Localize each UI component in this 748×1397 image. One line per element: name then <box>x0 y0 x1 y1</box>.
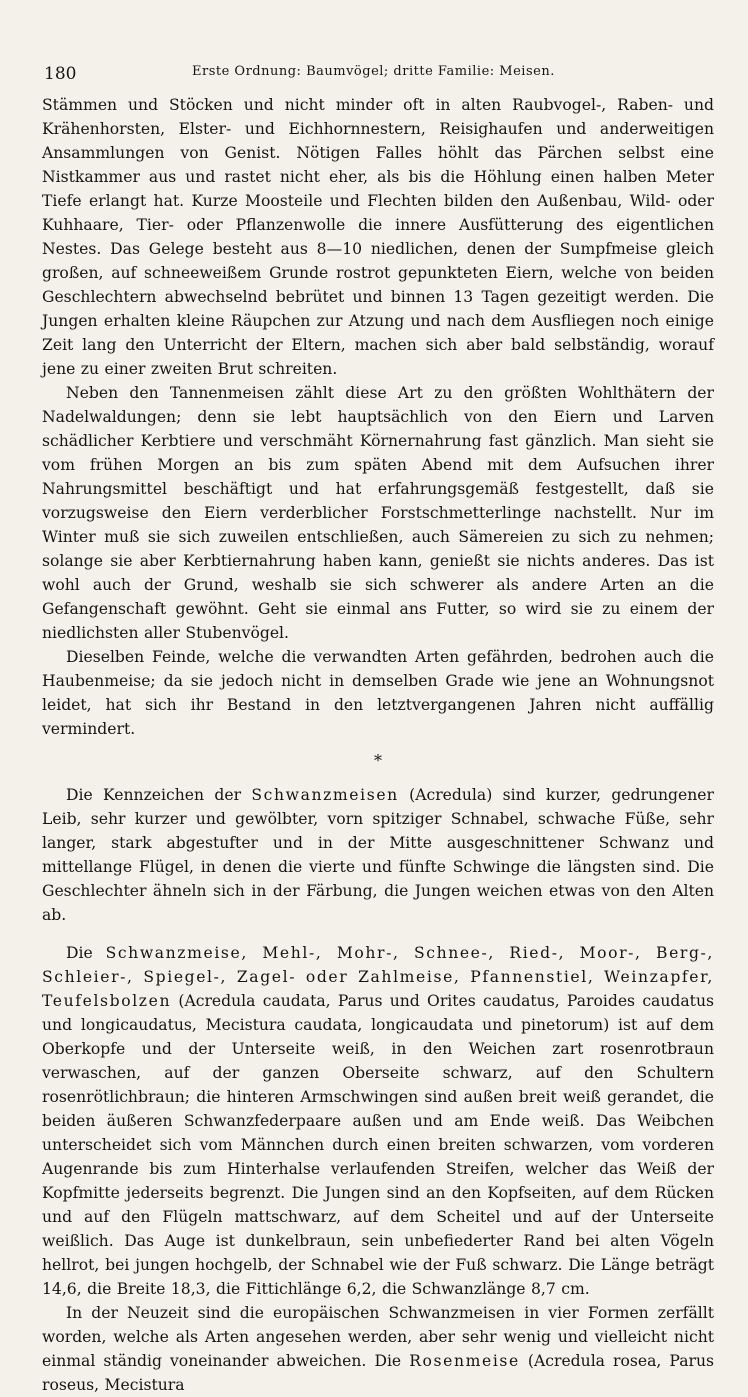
paragraph-genus-description: Die Kennzeichen der Schwanzmeisen (Acredula) sind kurzer, gedrungener Leib, sehr kurzer und gewölbter, vorn spitziger Schnabel, schwache Füße, sehr langer, stark abgestufter und in der Mitte ausgeschnittener Schwanz und mittellange Flügel, in denen die vierte und fünfte Schwinge die längsten sind. Die Geschlechter ähneln sich in der Färbung, die Jungen weichen etwas von den Alten ab. <box>42 786 714 924</box>
page-header <box>42 62 710 86</box>
page-number: 180 <box>44 64 77 84</box>
spaced-term: Schwanzmeisen <box>251 786 399 804</box>
paragraph-forms: In der Neuzeit sind die europäischen Schwanzmeisen in vier Formen zerfällt worden, welche als Arten angesehen werden, aber sehr wenig und vielleicht nicht einmal ständig voneinander abweichen. Die Rosenmeise (Acredula rosea, Parus roseus, Mecistura <box>42 1304 714 1394</box>
paragraph-ecology: Neben den Tannenmeisen zählt diese Art zu den größten Wohlthätern der Nadelwaldungen; denn sie lebt hauptsächlich von den Eiern und Larven schädlicher Kerbtiere und verschmäht Körnernahrung fast gänzlich. Man sieht sie vom frühen Morgen an bis zum späten Abend mit dem Aufsuchen ihrer Nahrungsmittel beschäftigt und hat erfahrungsgemäß festgestellt, daß sie vorzugsweise den Eiern verderblicher Forstschmetterlinge nachstellt. Nur im Winter muß sie sich zuweilen entschließen, auch Sämereien zu sich zu nehmen; solange sie aber Kerbtiernahrung haben kann, genießt sie nichts anderes. Das ist wohl auch der Grund, weshalb sie sich schwerer als andere Arten an die Gefangenschaft gewöhnt. Geht sie einmal ans Futter, so wird sie zu einem der niedlichsten aller Stubenvögel. <box>42 384 714 642</box>
paragraph-species-description: Die Schwanzmeise, Mehl-, Mohr-, Schnee-, Ried-, Moor-, Berg-, Schleier-, Spiegel-, Zagel- oder Zahlmeise, Pfannenstiel, Weinzapfer, Teufelsbolzen (Acredula caudata, Parus und Orites caudatus, Paroides caudatus und longicaudatus, Mecistura caudata, longicaudata und pinetorum) ist auf dem Oberkopfe und der Unterseite weiß, in den Weichen zart rosenrotbraun verwaschen, auf der ganzen Oberseite schwarz, auf den Schultern rosenrötlichbraun; die hinteren Armschwingen sind außen breit weiß gerandet, die beiden äußeren Schwanzfederpaare außen und am Ende weiß. Das Weibchen unterscheidet sich vom Männchen durch einen breiten schwarzen, vom vorderen Augenrande bis zum Hinterhalse verlaufenden Streifen, welcher das Weiß der Kopfmitte jederseits begrenzt. Die Jungen sind an den Kopfseiten, auf dem Rücken und auf den Flügeln mattschwarz, auf dem Scheitel und auf der Unterseite weißlich. Das Auge ist dunkelbraun, sein unbefiederter Rand bei alten Vögeln hellrot, bei jungen hochgelb, der Schnabel wie der Fuß schwarz. Die Länge beträgt 14,6, die Breite 18,3, die Fittichlänge 6,2, die Schwanzlänge 8,7 cm. <box>42 944 714 1298</box>
spaced-term: Rosenmeise <box>409 1352 520 1370</box>
section-separator: * <box>374 751 382 770</box>
running-head: Erste Ordnung: Baumvögel; dritte Familie: Meisen. <box>192 64 555 79</box>
paragraph-continuation: Stämmen und Stöcken und nicht minder oft in alten Raubvogel-, Raben- und Krähenhorsten, Elster- und Eichhornnestern, Reisighaufen und anderweitigen Ansammlungen von Genist. Nötigen Falles höhlt das Pärchen selbst eine Nistkammer aus und rastet nicht eher, als bis die Höhlung einen halben Meter Tiefe erlangt hat. Kurze Moosteile und Flechten bilden den Außenbau, Wild- oder Kuhhaare, Tier- oder Pflanzenwolle die innere Ausfütterung des eigentlichen Nestes. Das Gelege besteht aus 8—10 niedlichen, denen der Sumpfmeise gleich großen, auf schneeweißem Grunde rostrot gepunkteten Eiern, welche von beiden Geschlechtern abwechselnd bebrütet und binnen 13 Tagen gezeitigt werden. Die Jungen erhalten kleine Räupchen zur Atzung und nach dem Ausfliegen noch einige Zeit lang den Unterricht der Eltern, machen sich aber bald selbständig, worauf jene zu einer zweiten Brut schreiten. <box>42 96 714 378</box>
paragraph-enemies: Dieselben Feinde, welche die verwandten Arten gefährden, bedrohen auch die Haubenmeise; da sie jedoch nicht in demselben Grade wie jene an Wohnungsnot leidet, hat sich ihr Bestand in den letztvergangenen Jahren nicht auffällig vermindert. <box>42 648 714 738</box>
text-body <box>42 93 714 1397</box>
spaced-term: Schwanzmeise, Mehl-, Mohr-, Schnee-, Ried-, Moor-, Berg-, Schleier-, Spiegel-, Zagel- oder Zahlmeise, Pfannenstiel, Weinzapfer, Teufelsbolzen <box>42 944 714 1010</box>
